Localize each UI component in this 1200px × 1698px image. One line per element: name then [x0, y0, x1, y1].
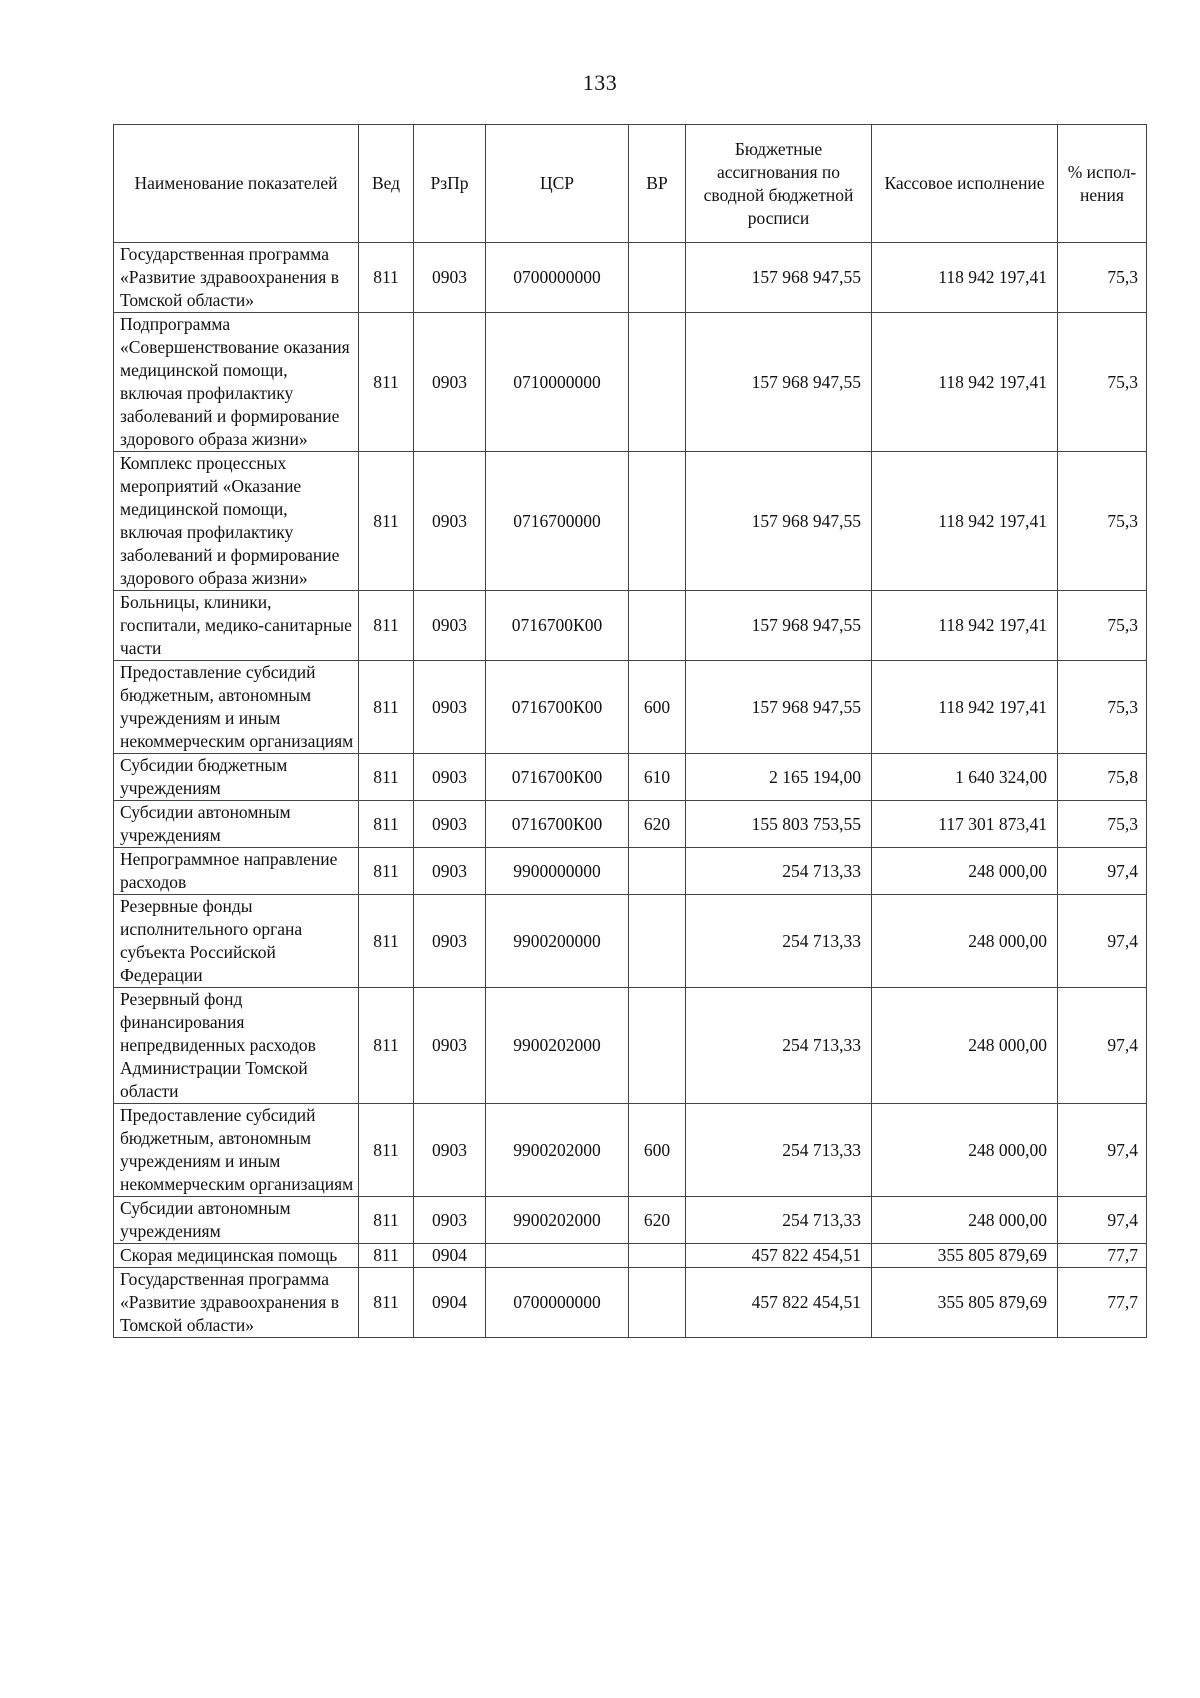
cell-pct: 97,4: [1058, 988, 1147, 1104]
table-row: [114, 1197, 1147, 1244]
cell-cash: 118 942 197,41: [872, 243, 1058, 313]
table-row: [114, 801, 1147, 848]
cell-name: Субсидии автономным учреждениям: [114, 801, 359, 848]
cell-ved: 811: [359, 848, 414, 895]
cell-ved: 811: [359, 661, 414, 754]
table-row: [114, 988, 1147, 1104]
cell-csr: 0716700К00: [486, 661, 629, 754]
table-row: [114, 848, 1147, 895]
cell-csr: 9900000000: [486, 848, 629, 895]
cell-csr: 9900202000: [486, 1104, 629, 1197]
table-row: [114, 754, 1147, 801]
table-row: [114, 1104, 1147, 1197]
cell-budget: 254 713,33: [686, 848, 872, 895]
cell-csr: 0716700К00: [486, 591, 629, 661]
cell-name: Предоставление субсидий бюджетным, автономным учреждениям и иным некоммерческим организациям: [114, 661, 359, 754]
page-number: 133: [582, 70, 618, 95]
cell-budget: 254 713,33: [686, 895, 872, 988]
cell-budget: 457 822 454,51: [686, 1244, 872, 1268]
table-row: [114, 1244, 1147, 1268]
cell-vr: [629, 895, 686, 988]
cell-name: Субсидии автономным учреждениям: [114, 1197, 359, 1244]
header-ved: Вед: [359, 125, 414, 243]
cell-name: Государственная программа «Развитие здравоохранения в Томской области»: [114, 243, 359, 313]
cell-csr: 9900202000: [486, 988, 629, 1104]
table-row: [114, 591, 1147, 661]
cell-rzpr: 0903: [414, 661, 486, 754]
cell-cash: 248 000,00: [872, 1104, 1058, 1197]
header-budget: Бюджетные ассигнования по сводной бюджетной росписи: [686, 125, 872, 243]
table-header-row: [114, 125, 1147, 243]
cell-budget: 254 713,33: [686, 1197, 872, 1244]
table-row: [114, 661, 1147, 754]
cell-csr: 0700000000: [486, 1268, 629, 1338]
cell-pct: 97,4: [1058, 1197, 1147, 1244]
cell-csr: 9900200000: [486, 895, 629, 988]
header-cash: Кассовое исполнение: [872, 125, 1058, 243]
cell-vr: [629, 988, 686, 1104]
cell-csr: [486, 1244, 629, 1268]
cell-pct: 97,4: [1058, 848, 1147, 895]
cell-name: Государственная программа «Развитие здравоохранения в Томской области»: [114, 1268, 359, 1338]
cell-csr: 0710000000: [486, 313, 629, 452]
cell-vr: 610: [629, 754, 686, 801]
table-row: [114, 452, 1147, 591]
cell-pct: 97,4: [1058, 1104, 1147, 1197]
cell-cash: 118 942 197,41: [872, 591, 1058, 661]
cell-rzpr: 0903: [414, 895, 486, 988]
cell-pct: 75,3: [1058, 661, 1147, 754]
cell-vr: [629, 848, 686, 895]
cell-rzpr: 0903: [414, 591, 486, 661]
cell-ved: 811: [359, 1268, 414, 1338]
cell-vr: [629, 313, 686, 452]
cell-vr: [629, 1244, 686, 1268]
cell-budget: 157 968 947,55: [686, 661, 872, 754]
cell-ved: 811: [359, 988, 414, 1104]
cell-ved: 811: [359, 1104, 414, 1197]
cell-name: Резервные фонды исполнительного органа субъекта Российской Федерации: [114, 895, 359, 988]
cell-csr: 0716700К00: [486, 754, 629, 801]
cell-rzpr: 0903: [414, 848, 486, 895]
cell-pct: 75,3: [1058, 452, 1147, 591]
cell-name: Подпрограмма «Совершенствование оказания медицинской помощи, включая профилактику заболеваний и формирование здорового образа жизни»: [114, 313, 359, 452]
cell-cash: 118 942 197,41: [872, 661, 1058, 754]
cell-rzpr: 0903: [414, 801, 486, 848]
cell-ved: 811: [359, 243, 414, 313]
cell-csr: 0700000000: [486, 243, 629, 313]
cell-rzpr: 0903: [414, 243, 486, 313]
table-row: [114, 895, 1147, 988]
cell-pct: 77,7: [1058, 1244, 1147, 1268]
cell-ved: 811: [359, 895, 414, 988]
cell-pct: 75,3: [1058, 801, 1147, 848]
header-csr: ЦСР: [486, 125, 629, 243]
cell-cash: 248 000,00: [872, 988, 1058, 1104]
cell-cash: 248 000,00: [872, 895, 1058, 988]
cell-cash: 248 000,00: [872, 848, 1058, 895]
cell-budget: 254 713,33: [686, 1104, 872, 1197]
cell-budget: 157 968 947,55: [686, 591, 872, 661]
cell-vr: [629, 591, 686, 661]
cell-ved: 811: [359, 754, 414, 801]
cell-pct: 77,7: [1058, 1268, 1147, 1338]
cell-budget: 157 968 947,55: [686, 313, 872, 452]
cell-pct: 75,3: [1058, 313, 1147, 452]
cell-name: Субсидии бюджетным учреждениям: [114, 754, 359, 801]
cell-cash: 118 942 197,41: [872, 313, 1058, 452]
cell-pct: 75,3: [1058, 243, 1147, 313]
header-name: Наименование показателей: [114, 125, 359, 243]
cell-rzpr: 0903: [414, 754, 486, 801]
cell-cash: 248 000,00: [872, 1197, 1058, 1244]
cell-budget: 157 968 947,55: [686, 452, 872, 591]
header-pct: % испол- нения: [1058, 125, 1147, 243]
cell-budget: 254 713,33: [686, 988, 872, 1104]
cell-vr: [629, 452, 686, 591]
cell-rzpr: 0903: [414, 988, 486, 1104]
cell-csr: 9900202000: [486, 1197, 629, 1244]
cell-rzpr: 0903: [414, 452, 486, 591]
cell-rzpr: 0904: [414, 1268, 486, 1338]
cell-cash: 1 640 324,00: [872, 754, 1058, 801]
cell-name: Резервный фонд финансирования непредвиденных расходов Администрации Томской области: [114, 988, 359, 1104]
cell-csr: 0716700000: [486, 452, 629, 591]
cell-ved: 811: [359, 801, 414, 848]
cell-budget: 2 165 194,00: [686, 754, 872, 801]
table-row: [114, 1268, 1147, 1338]
cell-name: Предоставление субсидий бюджетным, автономным учреждениям и иным некоммерческим организациям: [114, 1104, 359, 1197]
cell-name: Скорая медицинская помощь: [114, 1244, 359, 1268]
table-row: [114, 313, 1147, 452]
cell-budget: 155 803 753,55: [686, 801, 872, 848]
cell-vr: 620: [629, 801, 686, 848]
budget-execution-table: [113, 124, 1147, 1338]
cell-budget: 457 822 454,51: [686, 1268, 872, 1338]
cell-cash: 355 805 879,69: [872, 1268, 1058, 1338]
cell-rzpr: 0903: [414, 1197, 486, 1244]
cell-ved: 811: [359, 452, 414, 591]
cell-ved: 811: [359, 591, 414, 661]
cell-budget: 157 968 947,55: [686, 243, 872, 313]
cell-pct: 75,3: [1058, 591, 1147, 661]
cell-vr: [629, 1268, 686, 1338]
cell-vr: 600: [629, 1104, 686, 1197]
cell-cash: 355 805 879,69: [872, 1244, 1058, 1268]
cell-rzpr: 0903: [414, 313, 486, 452]
table-body: [114, 243, 1147, 1338]
cell-name: Непрограммное направление расходов: [114, 848, 359, 895]
cell-ved: 811: [359, 1197, 414, 1244]
cell-cash: 118 942 197,41: [872, 452, 1058, 591]
header-vr: ВР: [629, 125, 686, 243]
cell-ved: 811: [359, 1244, 414, 1268]
cell-csr: 0716700К00: [486, 801, 629, 848]
table-row: [114, 243, 1147, 313]
cell-cash: 117 301 873,41: [872, 801, 1058, 848]
cell-pct: 97,4: [1058, 895, 1147, 988]
cell-rzpr: 0903: [414, 1104, 486, 1197]
cell-pct: 75,8: [1058, 754, 1147, 801]
cell-vr: 620: [629, 1197, 686, 1244]
header-rzpr: РзПр: [414, 125, 486, 243]
cell-vr: [629, 243, 686, 313]
cell-name: Больницы, клиники, госпитали, медико-санитарные части: [114, 591, 359, 661]
cell-ved: 811: [359, 313, 414, 452]
cell-rzpr: 0904: [414, 1244, 486, 1268]
cell-name: Комплекс процессных мероприятий «Оказание медицинской помощи, включая профилактику заболеваний и формирование здорового образа жизни»: [114, 452, 359, 591]
cell-vr: 600: [629, 661, 686, 754]
